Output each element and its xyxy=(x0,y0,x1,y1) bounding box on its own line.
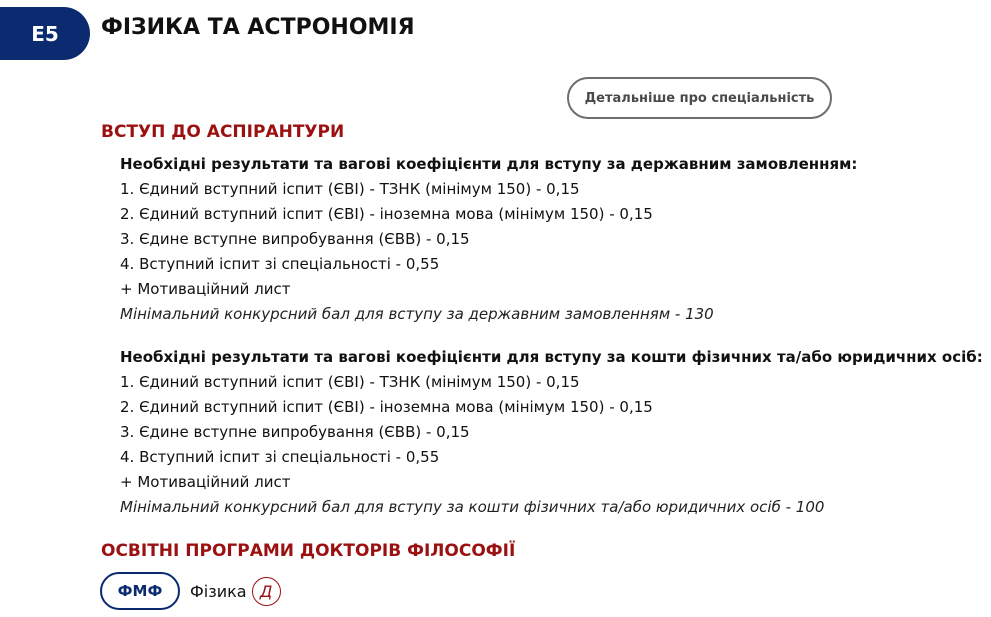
requirement-item: 4. Вступний іспит зі спеціальності - 0,55 xyxy=(120,255,440,273)
requirement-item: 3. Єдине вступне випробування (ЄВВ) - 0,15 xyxy=(120,230,470,248)
specialty-details-button[interactable]: Детальніше про спеціальність xyxy=(567,77,832,119)
admission-heading: ВСТУП ДО АСПІРАНТУРИ xyxy=(101,122,345,142)
requirement-item: 1. Єдиний вступний іспит (ЄВІ) - ТЗНК (мінімум 150) - 0,15 xyxy=(120,373,580,391)
program-list-item xyxy=(100,572,281,610)
phd-programs-heading: ОСВІТНІ ПРОГРАМИ ДОКТОРІВ ФІЛОСОФІЇ xyxy=(101,541,516,561)
requirement-item: 3. Єдине вступне випробування (ЄВВ) - 0,15 xyxy=(120,423,470,441)
requirements-title: Необхідні результати та вагові коефіцієнти для вступу за державним замовленням: xyxy=(120,155,858,173)
faculty-chip[interactable]: ФМФ xyxy=(100,572,180,610)
minimum-score-note: Мінімальний конкурсний бал для вступу за кошти фізичних та/або юридичних осіб - 100 xyxy=(120,498,825,516)
doctor-degree-marker: Д xyxy=(252,577,281,606)
requirement-item: 2. Єдиний вступний іспит (ЄВІ) - іноземна мова (мінімум 150) - 0,15 xyxy=(120,398,653,416)
requirement-item: 4. Вступний іспит зі спеціальності - 0,55 xyxy=(120,448,440,466)
requirement-item: + Мотиваційний лист xyxy=(120,473,291,491)
paid-requirements xyxy=(120,345,983,520)
program-name-link[interactable]: Фізика xyxy=(190,581,247,601)
state-order-requirements xyxy=(120,152,857,327)
specialty-code-badge: E5 xyxy=(0,7,90,60)
requirements-title: Необхідні результати та вагові коефіцієнти для вступу за кошти фізичних та/або юридичних осіб: xyxy=(120,348,983,366)
minimum-score-note: Мінімальний конкурсний бал для вступу за державним замовленням - 130 xyxy=(120,305,714,323)
requirement-item: 2. Єдиний вступний іспит (ЄВІ) - іноземна мова (мінімум 150) - 0,15 xyxy=(120,205,653,223)
requirement-item: 1. Єдиний вступний іспит (ЄВІ) - ТЗНК (мінімум 150) - 0,15 xyxy=(120,180,580,198)
requirement-item: + Мотиваційний лист xyxy=(120,280,291,298)
page-title: ФІЗИКА ТА АСТРОНОМІЯ xyxy=(101,15,415,40)
